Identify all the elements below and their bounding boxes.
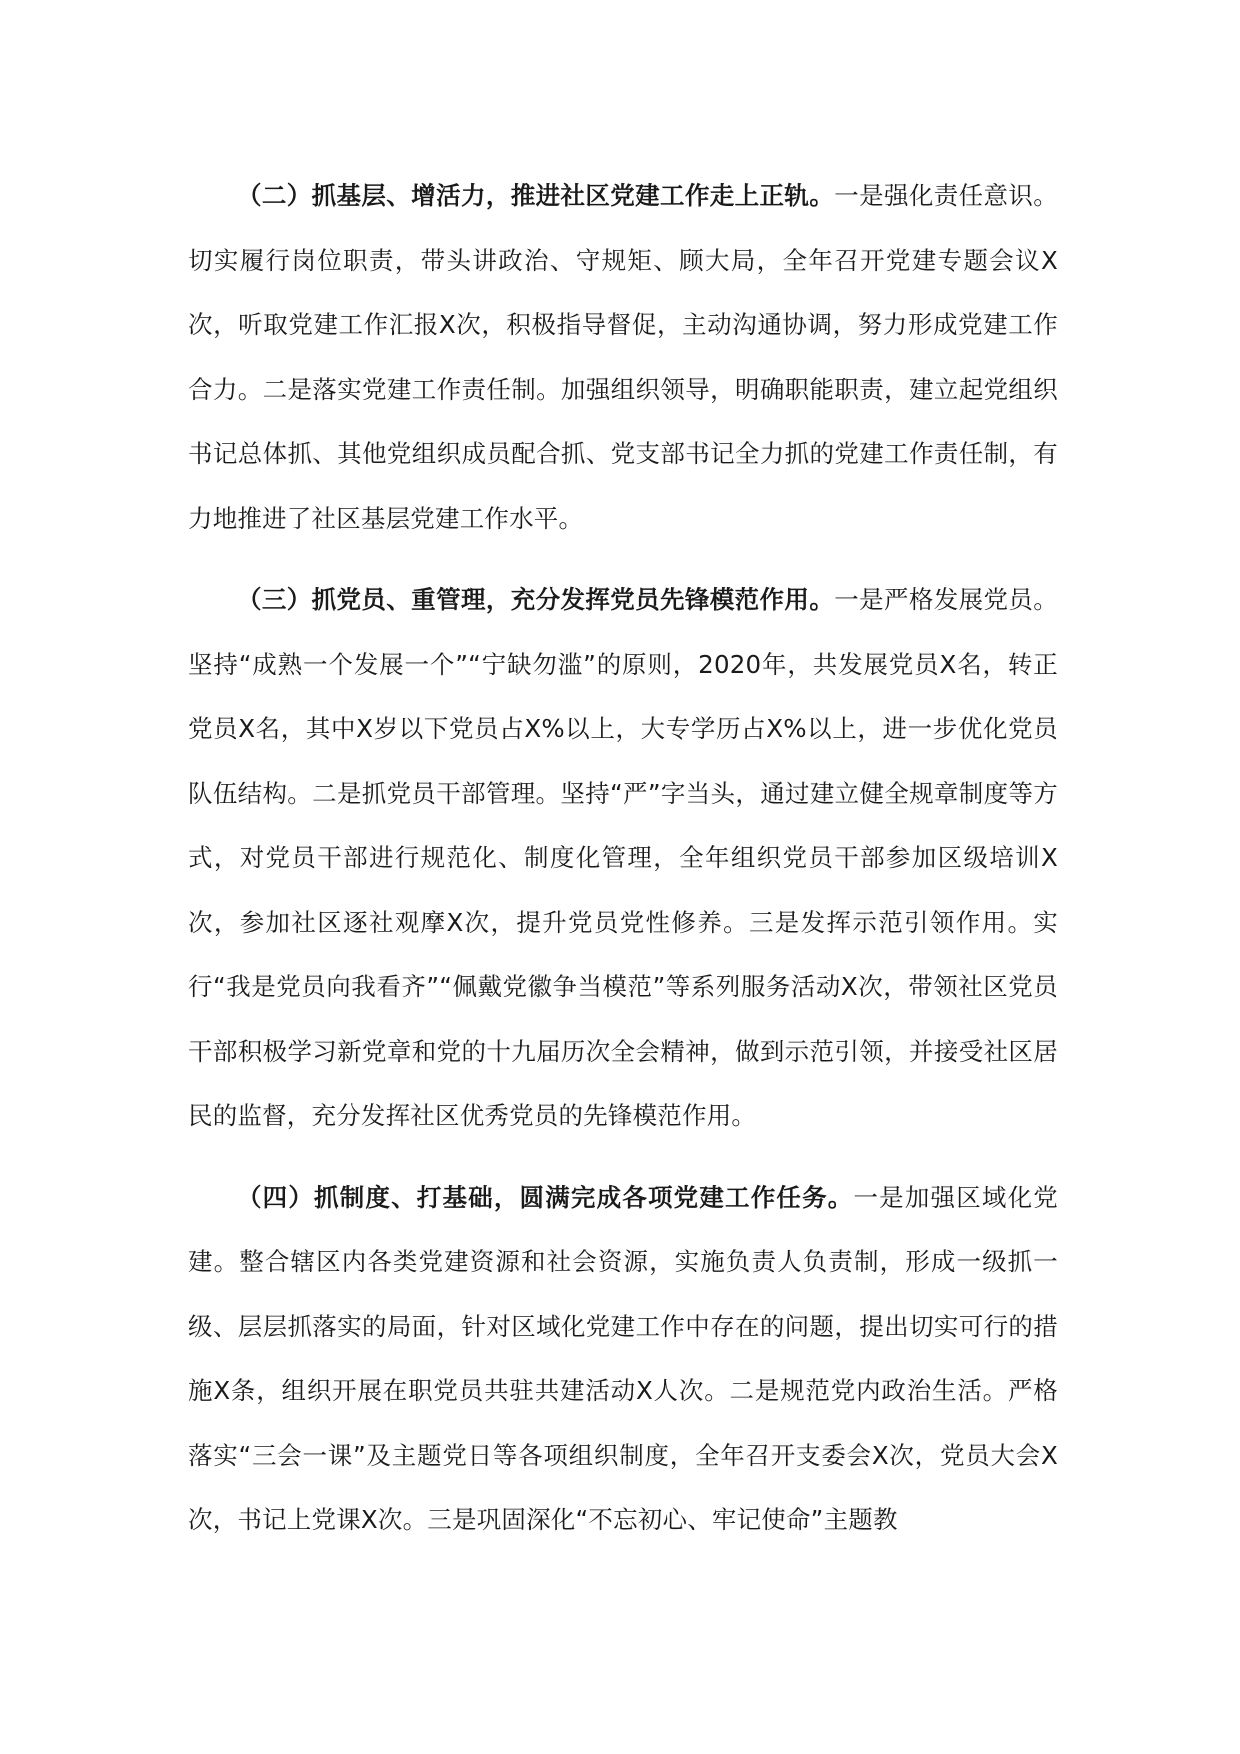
section-body: 一是严格发展党员。坚持“成熟一个发展一个”“宁缺勿滥”的原则，2020年，共发展党员X名，转正党员X名，其中X岁以下党员占X%以上，大专学历占X%以上，进一步优化党员队伍结构。二是抓党员干部管理。坚持“严”字当头，通过建立健全规章制度等方式，对党员干部进行规范化、制度化管理，全年组织党员干部参加区级培训X次，参加社区逐社观摩X次，提升党员党性修养。三是发挥示范引领作用。实行“我是党员向我看齐”“佩戴党徽争当模范”等系列服务活动X次，带领社区党员干部积极学习新党章和党的十九届历次全会精神，做到示范引领，并接受社区居民的监督，充分发挥社区优秀党员的先锋模范作用。	[188, 585, 1058, 1130]
section-body: 一是强化责任意识。切实履行岗位职责，带头讲政治、守规矩、顾大局，全年召开党建专题会议X次，听取党建工作汇报X次，积极指导督促，主动沟通协调，努力形成党建工作合力。二是落实党建工作责任制。加强组织领导，明确职能职责，建立起党组织书记总体抓、其他党组织成员配合抓、党支部书记全力抓的党建工作责任制，有力地推进了社区基层党建工作水平。	[188, 181, 1058, 533]
section-heading: （三）抓党员、重管理，充分发挥党员先锋模范作用。	[237, 585, 835, 614]
section-heading: （二）抓基层、增活力，推进社区党建工作走上正轨。	[237, 181, 835, 210]
document-page	[188, 164, 1058, 1553]
paragraph-section-2	[188, 164, 1058, 551]
section-body: 一是加强区域化党建。整合辖区内各类党建资源和社会资源，实施负责人负责制，形成一级抓一级、层层抓落实的局面，针对区域化党建工作中存在的问题，提出切实可行的措施X条，组织开展在职党员共驻共建活动X人次。二是规范党内政治生活。严格落实“三会一课”及主题党日等各项组织制度，全年召开支委会X次，党员大会X次，书记上党课X次。三是巩固深化“不忘初心、牢记使命”主题教	[188, 1182, 1058, 1534]
section-heading: （四）抓制度、打基础，圆满完成各项党建工作任务。	[237, 1182, 854, 1212]
paragraph-section-3	[188, 568, 1058, 1149]
paragraph-section-4	[188, 1166, 1058, 1553]
